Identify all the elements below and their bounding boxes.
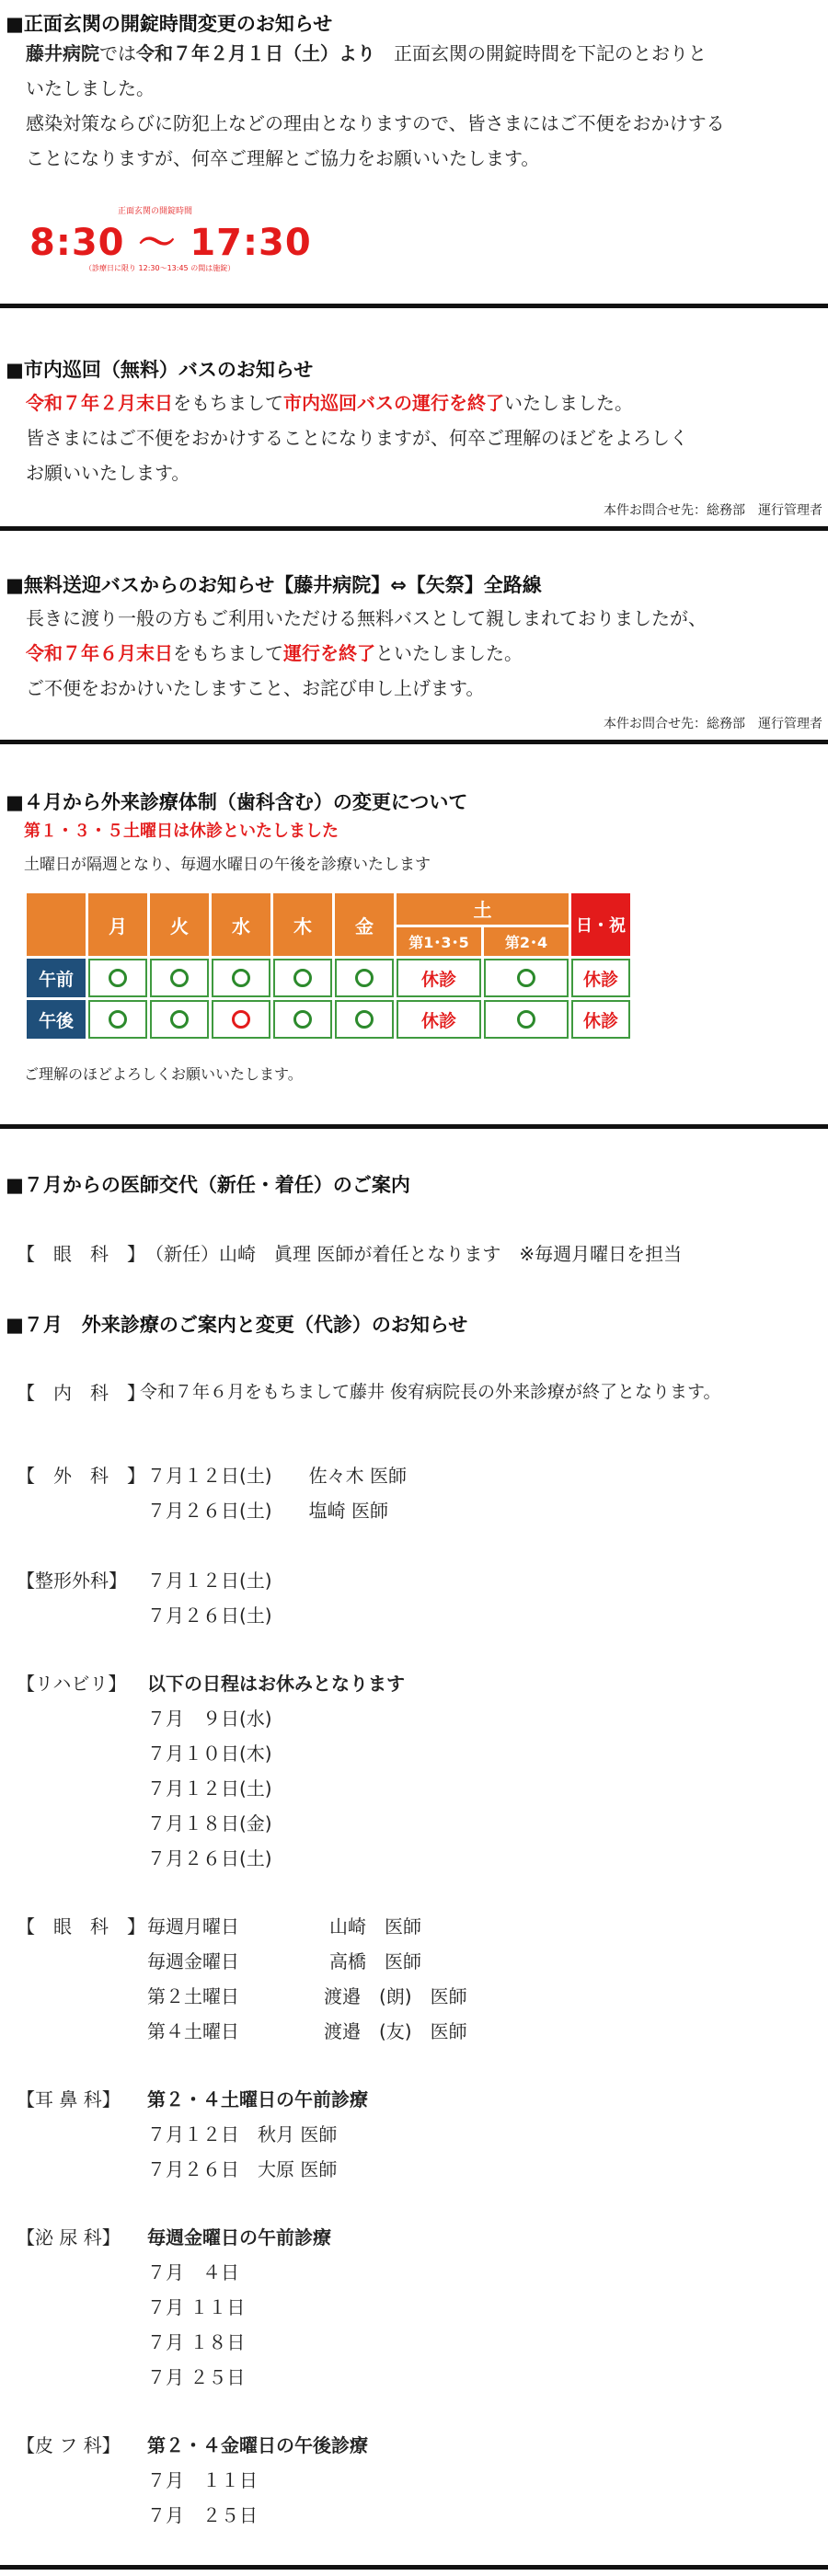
eye-doctor: 渡邉 (友) 医師 [324, 2020, 467, 2042]
internal-label: 【 内 科 】 [17, 1382, 145, 1404]
eye-day: 毎週月曜日 [147, 1915, 239, 1938]
ortho-label: 【整形外科】 [17, 1570, 127, 1592]
surgery-line: ７月１２日(土) 佐々木 医師 [147, 1465, 407, 1487]
open-circle-icon [170, 1010, 189, 1029]
divider [0, 1124, 828, 1129]
text: では [99, 42, 136, 64]
notice3-title: ■無料送迎バスからのお知らせ【藤井病院】⇔【矢祭】全路線 [6, 574, 542, 596]
derm-line: ７月 ２５日 [147, 2504, 258, 2526]
open-circle-icon [109, 969, 127, 987]
outpatient-title: ■７月 外来診療のご案内と変更（代診）のお知らせ [6, 1314, 468, 1336]
am-tue [150, 959, 209, 997]
pm-sat-135: 休診 [397, 1000, 481, 1039]
uro-label: 【泌 尿 科】 [17, 2226, 121, 2248]
internal-text: 令和７年６月をもちまして藤井 俊宥病院長の外来診療が終了となります。 [140, 1382, 721, 1402]
hospital-name: 藤井病院 [26, 42, 99, 64]
col-sat-24: 第2･4 [484, 927, 569, 956]
pm-wed [212, 1000, 270, 1039]
am-fri [335, 959, 394, 997]
am-sun-holiday: 休診 [571, 959, 630, 997]
col-thu: 木 [273, 893, 332, 956]
text: をもちまして [173, 642, 283, 664]
open-circle-icon [517, 1010, 535, 1029]
eye-day: 毎週金曜日 [147, 1950, 239, 1972]
eye-label: 【 眼 科 】 [17, 1915, 145, 1938]
open-circle-red-icon [232, 1010, 250, 1029]
notice3-line2 [26, 637, 523, 670]
eye-day: 第２土曜日 [147, 1985, 239, 2007]
doctors-eye-label: 【 眼 科 】 [17, 1243, 145, 1265]
ent-line: ７月１２日 秋月 医師 [147, 2123, 338, 2145]
notice1-line1 [26, 37, 707, 70]
notice1-line4: ことになりますが、何卒ご理解とご協力をお願いいたします。 [26, 147, 540, 169]
rehab-line: ７月１０日(木) [147, 1742, 272, 1765]
open-circle-icon [109, 1010, 127, 1029]
open-circle-icon [355, 969, 374, 987]
open-circle-icon [355, 1010, 374, 1029]
uro-line: ７月 ４日 [147, 2261, 239, 2283]
notice3-line1: 長きに渡り一般の方もご利用いただける無料バスとして親しまれておりましたが、 [26, 607, 707, 629]
derm-line: ７月 １１日 [147, 2469, 258, 2491]
pm-thu [273, 1000, 332, 1039]
am-sat-135: 休診 [397, 959, 481, 997]
notice1-line2: いたしました。 [26, 77, 155, 99]
uro-line: ７月 １８日 [147, 2331, 246, 2353]
service-ended: 運行を終了 [283, 642, 375, 664]
text: といたしました。 [375, 642, 523, 664]
col-wed: 水 [212, 893, 270, 956]
notice2-line3: お願いいたします。 [26, 462, 190, 484]
doctors-title: ■７月からの医師交代（新任・着任）のご案内 [6, 1174, 410, 1196]
text: いたしました。 [504, 392, 633, 414]
ent-head: 第２・４土曜日の午前診療 [147, 2088, 368, 2110]
col-fri: 金 [335, 893, 394, 956]
table-corner [27, 893, 86, 956]
text: をもちまして [173, 392, 283, 414]
derm-label: 【皮 フ 科】 [17, 2434, 121, 2456]
col-sat-135: 第1･3･5 [397, 927, 481, 956]
notice4-title: ■４月から外来診療体制（歯科含む）の変更について [6, 791, 468, 813]
hours-subnote: （診療日に限り 12:30～13:45 の間は施錠） [85, 264, 236, 272]
uro-line: ７月 １１日 [147, 2296, 246, 2318]
notice2-title: ■市内巡回（無料）バスのお知らせ [6, 359, 314, 381]
ortho-line: ７月１２日(土) [147, 1570, 272, 1592]
eye-day: 第４土曜日 [147, 2020, 239, 2042]
notice2-line1 [26, 386, 633, 420]
notice4-red-line: 第１・３・５土曜日は休診といたしました [24, 822, 339, 841]
eye-doctor: 渡邉 (朗) 医師 [324, 1985, 467, 2007]
surgery-line: ７月２６日(土) 塩崎 医師 [147, 1500, 388, 1522]
notice4-line2: 土曜日が隔週となり、毎週水曜日の午後を診療いたします [24, 856, 431, 874]
derm-head: 第２・４金曜日の午後診療 [147, 2434, 368, 2456]
notice3-contact: 本件お問合せ先：総務部 運行管理者 [604, 717, 822, 731]
pm-sat-24 [484, 1000, 569, 1039]
text: 正面玄関の開錠時間を下記のとおりと [394, 42, 707, 64]
notice1-title: ■正面玄関の開錠時間変更のお知らせ [6, 13, 333, 35]
open-circle-icon [293, 969, 312, 987]
pm-tue [150, 1000, 209, 1039]
hours-caption: 正面玄関の開錠時間 [118, 207, 193, 216]
pm-sun-holiday: 休診 [571, 1000, 630, 1039]
rehab-line: ７月２６日(土) [147, 1847, 272, 1869]
am-mon [88, 959, 147, 997]
doctors-eye-text: （新任）山崎 眞理 医師が着任となります ※毎週月曜日を担当 [145, 1243, 683, 1265]
divider [0, 2565, 828, 2570]
pm-mon [88, 1000, 147, 1039]
col-sat: 土 [397, 893, 569, 925]
notice1-line3: 感染対策ならびに防犯上などの理由となりますので、皆さまにはご不便をおかけする [26, 112, 725, 134]
am-wed [212, 959, 270, 997]
opening-hours: 8:30 ～ 17:30 [29, 222, 312, 264]
divider [0, 740, 828, 744]
rehab-label: 【リハビリ】 [17, 1673, 127, 1695]
notice3-line3: ご不便をおかけいたしますこと、お詫び申し上げます。 [26, 677, 485, 699]
am-thu [273, 959, 332, 997]
col-tue: 火 [150, 893, 209, 956]
rehab-line: ７月１８日(金) [147, 1812, 272, 1834]
uro-line: ７月 ２５日 [147, 2366, 246, 2388]
service-ended: 市内巡回バスの運行を終了 [283, 392, 504, 414]
eye-doctor: 高橋 医師 [329, 1950, 421, 1972]
rehab-line: ７月 ９日(水) [147, 1708, 272, 1730]
pm-fri [335, 1000, 394, 1039]
col-sun-holiday: 日・祝 [571, 893, 630, 956]
schedule-table [24, 891, 633, 1041]
ent-label: 【耳 鼻 科】 [17, 2088, 121, 2110]
end-date: 令和７年２月末日 [26, 392, 173, 414]
rehab-line: ７月１２日(土) [147, 1777, 272, 1800]
uro-head: 毎週金曜日の午前診療 [147, 2226, 331, 2248]
col-mon: 月 [88, 893, 147, 956]
am-sat-24 [484, 959, 569, 997]
open-circle-icon [232, 969, 250, 987]
notice2-contact: 本件お問合せ先：総務部 運行管理者 [604, 503, 822, 518]
notice2-line2: 皆さまにはご不便をおかけすることになりますが、何卒ご理解のほどをよろしく [26, 427, 688, 449]
rehab-closed-note: 以下の日程はお休みとなります [147, 1673, 405, 1695]
row-am-label: 午前 [27, 959, 86, 997]
open-circle-icon [170, 969, 189, 987]
notice4-footer: ご理解のほどよろしくお願いいたします。 [24, 1065, 303, 1083]
surgery-label: 【 外 科 】 [17, 1465, 145, 1487]
divider [0, 526, 828, 531]
open-circle-icon [517, 969, 535, 987]
end-date: 令和７年６月末日 [26, 642, 173, 664]
eye-doctor: 山崎 医師 [329, 1915, 421, 1938]
ent-line: ７月２６日 大原 医師 [147, 2158, 338, 2180]
effective-date: 令和７年２月１日（土）より [136, 42, 375, 64]
divider [0, 304, 828, 308]
row-pm-label: 午後 [27, 1000, 86, 1039]
ortho-line: ７月２６日(土) [147, 1604, 272, 1627]
open-circle-icon [293, 1010, 312, 1029]
